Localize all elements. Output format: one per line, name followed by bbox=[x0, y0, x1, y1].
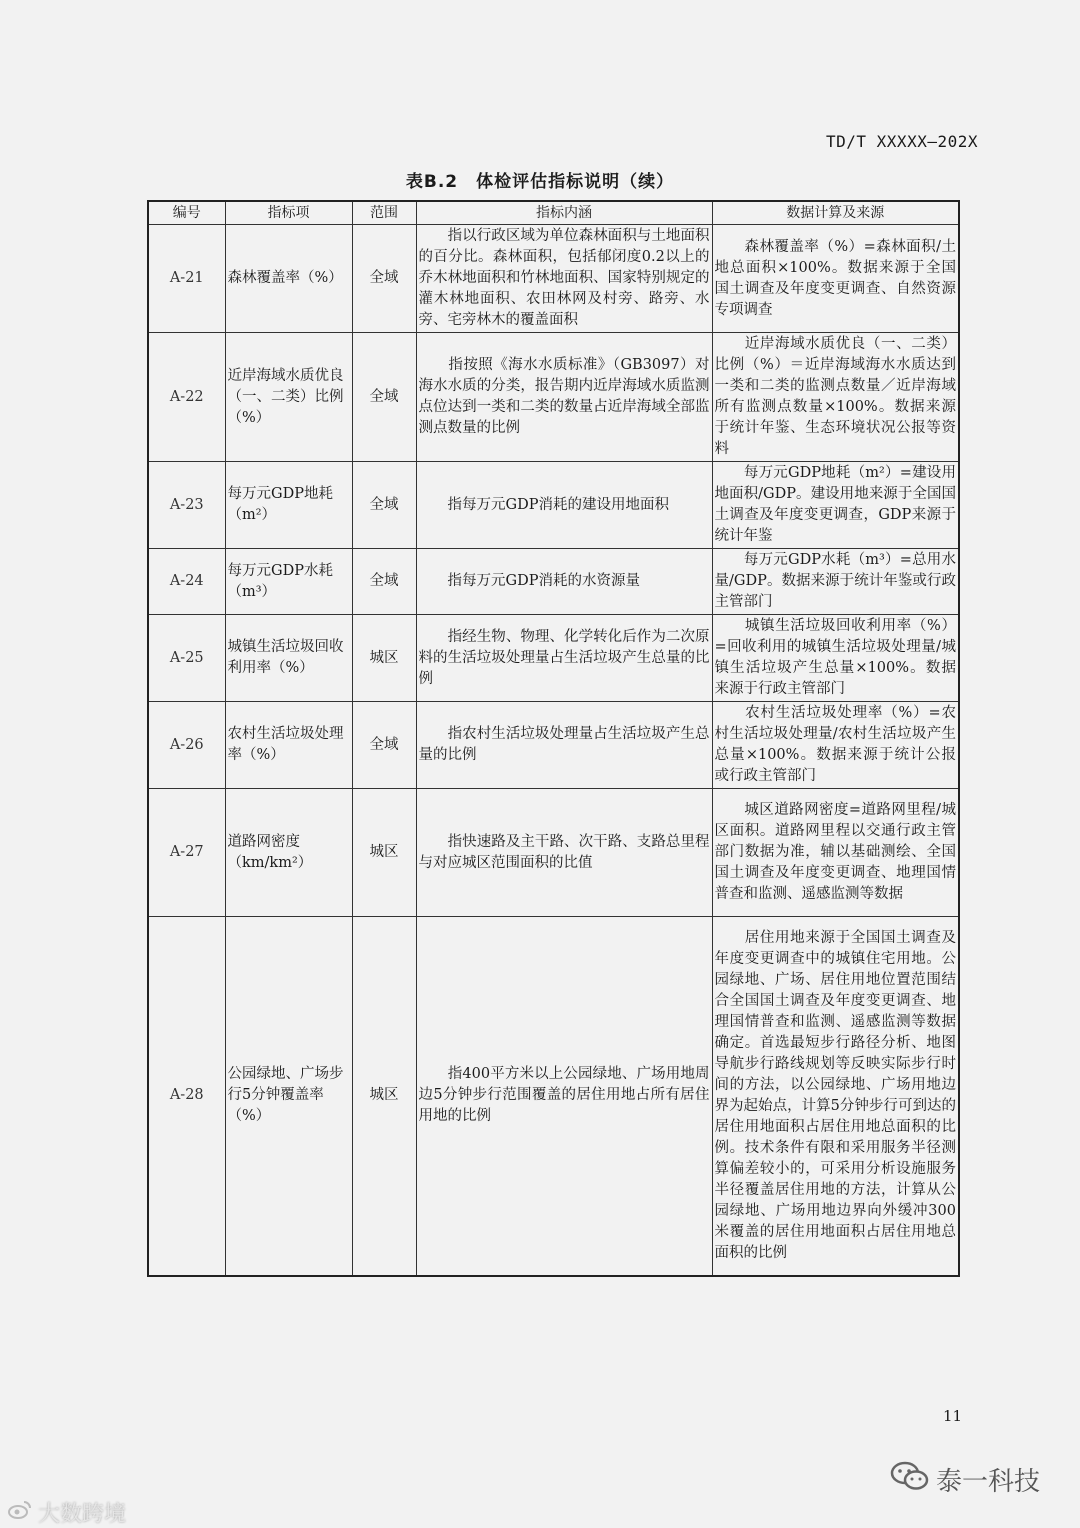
watermark-left-text: 大数跨境 bbox=[38, 1502, 127, 1527]
row-scope: 全域 bbox=[352, 333, 416, 462]
row-code: A-23 bbox=[148, 462, 225, 549]
row-scope: 全域 bbox=[352, 462, 416, 549]
row-code: A-25 bbox=[148, 615, 225, 702]
table-row bbox=[148, 789, 959, 917]
table-row bbox=[148, 702, 959, 789]
wechat-icon bbox=[890, 1460, 936, 1499]
table-header-row bbox=[148, 201, 959, 225]
row-scope: 城区 bbox=[352, 615, 416, 702]
column-header-scope: 范围 bbox=[352, 201, 416, 225]
watermark-right bbox=[890, 1460, 1040, 1499]
row-name: 每万元GDP地耗（m²） bbox=[225, 462, 352, 549]
row-source: 居住用地来源于全国国土调查及年度变更调查中的城镇住宅用地。公园绿地、广场、居住用地位置范围结合全国国土调查及年度变更调查、地理国情普查和监测、遥感监测等数据确定。首选最短步行路径分析、地图导航步行路线规划等反映实际步行时间的方法，以公园绿地、广场用地边界为起始点，计算5分钟步行可到达的居住用地面积占居住用地总面积的比例。技术条件有限和采用服务半径测算偏差较小的，可采用分析设施服务半径覆盖居住用地的方法，计算从公园绿地、广场用地边界向外缓冲300米覆盖的居住用地面积占居住用地总面积的比例 bbox=[712, 917, 959, 1276]
row-desc: 指400平方米以上公园绿地、广场用地周边5分钟步行范围覆盖的居住用地占所有居住用地的比例 bbox=[416, 917, 712, 1276]
row-code: A-26 bbox=[148, 702, 225, 789]
row-code: A-28 bbox=[148, 917, 225, 1276]
row-scope: 全域 bbox=[352, 549, 416, 615]
row-scope: 城区 bbox=[352, 789, 416, 917]
row-desc: 指每万元GDP消耗的建设用地面积 bbox=[416, 462, 712, 549]
row-source: 森林覆盖率（%）=森林面积/土地总面积×100%。数据来源于全国国土调查及年度变更调查、自然资源专项调查 bbox=[712, 225, 959, 333]
row-desc: 指农村生活垃圾处理量占生活垃圾产生总量的比例 bbox=[416, 702, 712, 789]
row-desc: 指经生物、物理、化学转化后作为二次原料的生活垃圾处理量占生活垃圾产生总量的比例 bbox=[416, 615, 712, 702]
row-desc: 指以行政区域为单位森林面积与土地面积的百分比。森林面积，包括郁闭度0.2以上的乔木林地面积和竹林地面积、国家特别规定的灌木林地面积、农田林网及村旁、路旁、水旁、宅旁林木的覆盖面积 bbox=[416, 225, 712, 333]
table-row bbox=[148, 462, 959, 549]
table-row bbox=[148, 333, 959, 462]
row-name: 森林覆盖率（%） bbox=[225, 225, 352, 333]
table-row bbox=[148, 225, 959, 333]
page-number: 11 bbox=[943, 1407, 963, 1425]
weibo-icon bbox=[8, 1500, 38, 1526]
row-name: 农村生活垃圾处理率（%） bbox=[225, 702, 352, 789]
row-code: A-27 bbox=[148, 789, 225, 917]
row-scope: 全域 bbox=[352, 225, 416, 333]
indicator-table bbox=[147, 200, 960, 1277]
row-source: 农村生活垃圾处理率（%）=农村生活垃圾处理量/农村生活垃圾产生总量×100%。数据来源于统计公报或行政主管部门 bbox=[712, 702, 959, 789]
row-code: A-22 bbox=[148, 333, 225, 462]
watermark-right-text: 泰一科技 bbox=[936, 1467, 1041, 1497]
row-scope: 城区 bbox=[352, 917, 416, 1276]
document-id: TD/T XXXXX—202X bbox=[826, 132, 978, 151]
table-row bbox=[148, 615, 959, 702]
row-source: 近岸海域水质优良（一、二类）比例（%）＝近岸海域海水水质达到一类和二类的监测点数量／近岸海域所有监测点数量×100%。数据来源于统计年鉴、生态环境状况公报等资料 bbox=[712, 333, 959, 462]
table-row bbox=[148, 917, 959, 1276]
watermark-left bbox=[8, 1497, 126, 1528]
row-code: A-21 bbox=[148, 225, 225, 333]
row-source: 城区道路网密度=道路网里程/城区面积。道路网里程以交通行政主管部门数据为准，辅以基础测绘、全国国土调查及年度变更调查、地理国情普查和监测、遥感监测等数据 bbox=[712, 789, 959, 917]
row-desc: 指按照《海水水质标准》（GB3097）对海水水质的分类，报告期内近岸海域水质监测点位达到一类和二类的数量占近岸海域全部监测点数量的比例 bbox=[416, 333, 712, 462]
row-name: 城镇生活垃圾回收利用率（%） bbox=[225, 615, 352, 702]
column-header-desc: 指标内涵 bbox=[416, 201, 712, 225]
row-desc: 指每万元GDP消耗的水资源量 bbox=[416, 549, 712, 615]
row-source: 每万元GDP水耗（m³）=总用水量/GDP。数据来源于统计年鉴或行政主管部门 bbox=[712, 549, 959, 615]
row-source: 每万元GDP地耗（m²）=建设用地面积/GDP。建设用地来源于全国国土调查及年度变更调查，GDP来源于统计年鉴 bbox=[712, 462, 959, 549]
row-name: 近岸海域水质优良（一、二类）比例（%） bbox=[225, 333, 352, 462]
row-source: 城镇生活垃圾回收利用率（%）=回收利用的城镇生活垃圾处理量/城镇生活垃圾产生总量×100%。数据来源于行政主管部门 bbox=[712, 615, 959, 702]
row-scope: 全域 bbox=[352, 702, 416, 789]
row-name: 道路网密度（km/km²） bbox=[225, 789, 352, 917]
row-code: A-24 bbox=[148, 549, 225, 615]
column-header-source: 数据计算及来源 bbox=[712, 201, 959, 225]
table-title: 表B.2 体检评估指标说明（续） bbox=[405, 172, 675, 192]
row-desc: 指快速路及主干路、次干路、支路总里程与对应城区范围面积的比值 bbox=[416, 789, 712, 917]
row-name: 每万元GDP水耗（m³） bbox=[225, 549, 352, 615]
table-row bbox=[148, 549, 959, 615]
column-header-name: 指标项 bbox=[225, 201, 352, 225]
row-name: 公园绿地、广场步行5分钟覆盖率（%） bbox=[225, 917, 352, 1276]
column-header-code: 编号 bbox=[148, 201, 225, 225]
